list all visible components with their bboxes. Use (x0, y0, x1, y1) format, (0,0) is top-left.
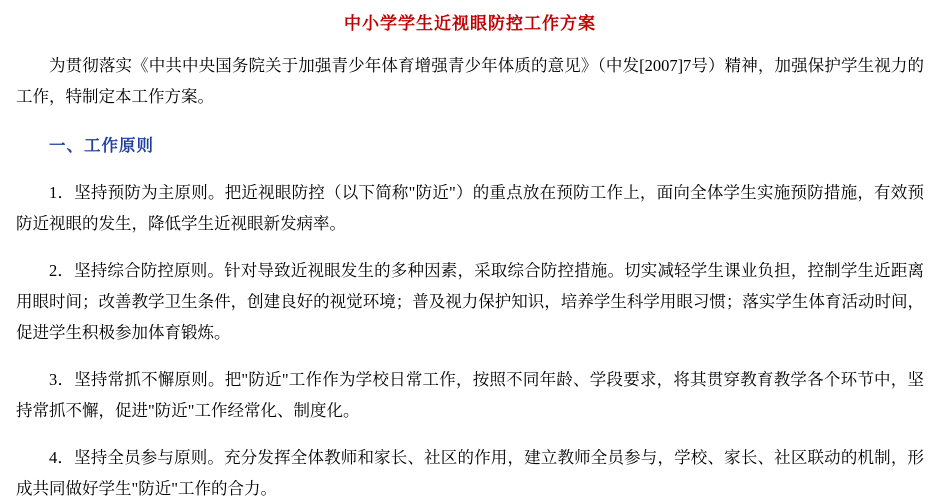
principle-paragraph-1: 1．坚持预防为主原则。把近视眼防控（以下简称"防近"）的重点放在预防工作上，面向全体学生实施预防措施，有效预防近视眼的发生，降低学生近视眼新发病率。 (16, 183, 924, 233)
principle-paragraph-2: 2．坚持综合防控原则。针对导致近视眼发生的多种因素，采取综合防控措施。切实减轻学生课业负担，控制学生近距离用眼时间；改善教学卫生条件，创建良好的视觉环境；普及视力保护知识，培养学生科学用眼习惯；落实学生体育活动时间，促进学生积极参加体育锻炼。 (16, 261, 924, 342)
section-heading-work-principles: 一、工作原则 (49, 136, 154, 155)
principle-paragraph-4: 4．坚持全员参与原则。充分发挥全体教师和家长、社区的作用，建立教师全员参与，学校、家长、社区联动的机制，形成共同做好学生"防近"工作的合力。 (16, 448, 924, 498)
document-title: 中小学学生近视眼防控工作方案 (344, 14, 596, 33)
principle-paragraph-3: 3．坚持常抓不懈原则。把"防近"工作作为学校日常工作，按照不同年龄、学段要求，将其贯穿教育教学各个环节中，坚持常抓不懈，促进"防近"工作经常化、制度化。 (16, 370, 924, 420)
intro-paragraph: 为贯彻落实《中共中央国务院关于加强青少年体育增强青少年体质的意见》（中发[2007]7号）精神，加强保护学生视力的工作，特制定本工作方案。 (16, 56, 924, 106)
document-page (0, 12, 940, 498)
